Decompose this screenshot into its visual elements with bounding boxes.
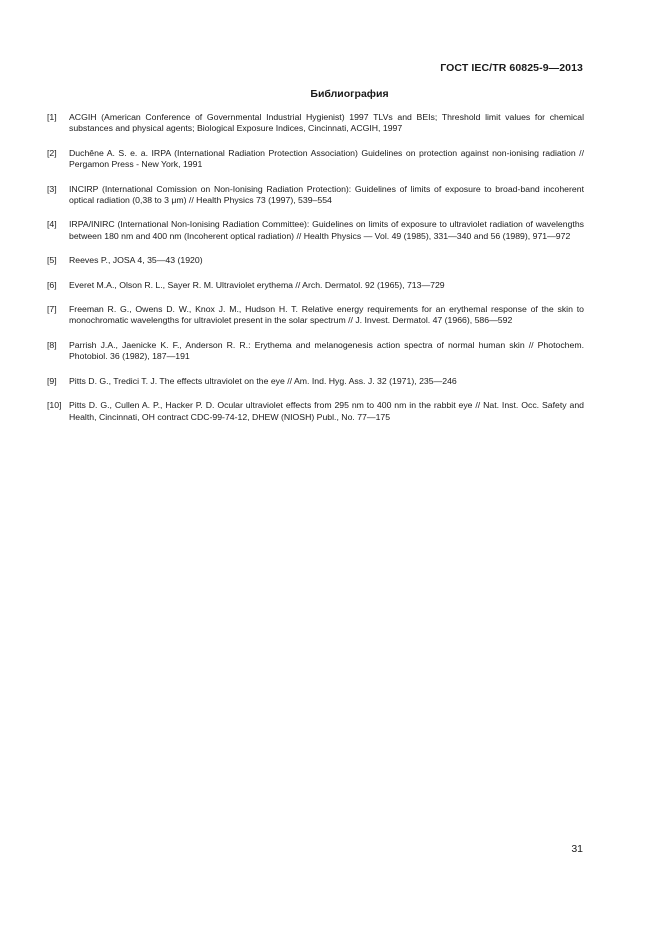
reference-number: [7] [47, 304, 57, 315]
reference-text: Pitts D. G., Tredici T. J. The effects ultraviolet on the eye // Am. Ind. Hyg. Ass. J. 32 (1971), 235—246 [69, 375, 457, 386]
reference-number: [6] [47, 279, 57, 290]
reference-item [47, 184, 584, 207]
reference-number: [10] [47, 400, 62, 411]
reference-item [47, 400, 584, 423]
reference-text: ACGIH (American Conference of Governmental Industrial Hygienist) 1997 TLVs and BEIs; Threshold limit values for chemical substances and physical agents; Biological Exposure Indices, Cincinnati, ACGIH, 1997 [69, 112, 584, 134]
reference-item [47, 340, 584, 363]
reference-number: [2] [47, 147, 57, 158]
reference-text: Reeves P., JOSA 4, 35—43 (1920) [69, 255, 203, 266]
reference-number: [3] [47, 183, 57, 194]
reference-text: Everet M.A., Olson R. L., Sayer R. M. Ultraviolet erythema // Arch. Dermatol. 92 (1965), 713—729 [69, 279, 445, 290]
reference-item [47, 219, 584, 242]
reference-item [47, 112, 584, 135]
reference-number: [4] [47, 219, 57, 230]
reference-item [47, 304, 584, 327]
page-number: 31 [571, 843, 583, 855]
reference-number: [5] [47, 255, 57, 266]
reference-text: INCIRP (International Comission on Non-Ionising Radiation Protection): Guidelines of limits of exposure to broad-band incoherent optical radiation (0,38 to 3 μm) // Health Physics 73 (1997), 539–554 [69, 183, 584, 206]
reference-item [47, 255, 584, 266]
reference-text: IRPA/INIRC (International Non-Ionising Radiation Committee): Guidelines on limits of exposure to ultraviolet radiation of wavelengths between 180 nm and 400 nm (Incoherent optical radiation) // Health Physics — Vol. 49 (1985), 331—340 and 56 (1989), 971—972 [69, 219, 584, 241]
reference-text: Duchêne A. S. e. a. IRPA (International Radiation Protection Association) Guidelines on protection against non-ionising radiation // Pergamon Press - New York, 1991 [69, 147, 584, 170]
reference-text: Parrish J.A., Jaenicke K. F., Anderson R. R.: Erythema and melanogenesis action spectra of normal human skin // Photochem. Photobiol. 36 (1982), 187—191 [69, 339, 584, 362]
reference-number: [1] [47, 112, 57, 122]
reference-text: Freeman R. G., Owens D. W., Knox J. M., Hudson H. T. Relative energy requirements for an erythemal response of the skin to monochromatic wavelengths for ultraviolet present in the solar spectrum // J. Invest. Dermatol. 47 (1966), 586—592 [69, 304, 584, 326]
reference-number: [9] [47, 375, 57, 386]
reference-item [47, 280, 584, 291]
reference-item [47, 376, 584, 387]
reference-list [47, 112, 584, 436]
bibliography-heading: Библиография [310, 88, 389, 100]
reference-item [47, 148, 584, 171]
document-code-header: ГОСТ IEC/TR 60825-9—2013 [440, 62, 583, 74]
reference-text: Pitts D. G., Cullen A. P., Hacker P. D. Ocular ultraviolet effects from 295 nm to 400 nm in the rabbit eye // Nat. Inst. Occ. Safety and Health, Cincinnati, OH contract CDC-99-74-12, DHEW (NIOSH) Publ., No. 77—175 [69, 400, 584, 422]
reference-number: [8] [47, 339, 57, 350]
